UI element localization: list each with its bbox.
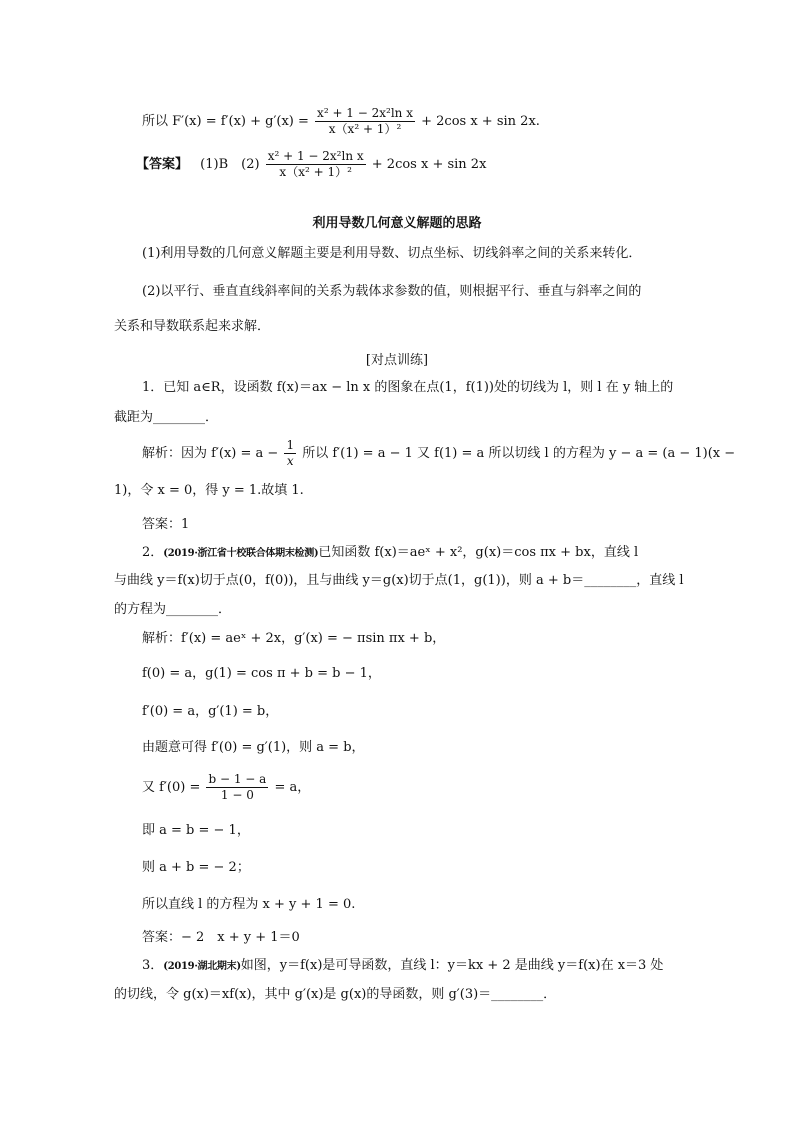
q2-solution-3: f′(0) = a，g′(1) = b， bbox=[142, 704, 279, 719]
q2-solution-4: 由题意可得 f′(0) = g′(1)，则 a = b， bbox=[142, 740, 365, 755]
q1-solution-numerator: 1 bbox=[286, 438, 295, 452]
q3-line-a bbox=[142, 957, 663, 976]
answer-pre: (1)B (2) bbox=[200, 157, 260, 172]
q2-solution-5-fraction bbox=[206, 772, 268, 803]
q2-line-b: 与曲线 y＝f(x)切于点(0，f(0))，且与曲线 y＝g(x)切于点(1，g(1))，则 a + b＝________，直线 l bbox=[114, 573, 684, 588]
q1-solution-fraction bbox=[284, 438, 296, 469]
q1-solution-line bbox=[142, 437, 735, 471]
q1-solution-denominator: x bbox=[286, 454, 294, 468]
answer-numerator: x² + 1 − 2x²ln x bbox=[267, 149, 364, 163]
q2-solution-5-numerator: b − 1 − a bbox=[208, 772, 267, 786]
f-prime-pre: 所以 F′(x) = f′(x) + g′(x) = bbox=[142, 114, 309, 129]
q1-solution-post: 所以 f′(1) = a − 1 又 f(1) = a 所以切线 l 的方程为 y − a = (a − 1)(x − bbox=[302, 446, 736, 461]
q2-solution-8: 所以直线 l 的方程为 x + y + 1 = 0. bbox=[142, 897, 356, 912]
method-point-2a: (2)以平行、垂直直线斜率间的关系为载体求参数的值，则根据平行、垂直与斜率之间的 bbox=[142, 284, 642, 299]
q1-line-a: 1．已知 a∈R，设函数 f(x)＝ax − ln x 的图象在点(1，f(1))处的切线为 l，则 l 在 y 轴上的 bbox=[142, 380, 674, 395]
q2-line-a bbox=[142, 544, 638, 563]
answer-line bbox=[136, 148, 486, 182]
answer-tag: 【答案】 bbox=[136, 157, 189, 172]
q1-line-b: 截距为________． bbox=[114, 410, 219, 425]
answer-fraction bbox=[266, 149, 366, 180]
q2-line-c: 的方程为________． bbox=[114, 602, 232, 617]
q2-solution-1: 解析：f′(x) = aeˣ + 2x，g′(x) = − πsin πx + b， bbox=[142, 631, 446, 646]
q1-answer: 答案：1 bbox=[142, 517, 190, 532]
q3-number: 3． bbox=[142, 958, 164, 973]
q2-solution-5-post: = a， bbox=[274, 780, 311, 795]
q2-answer: 答案：− 2 x + y + 1＝0 bbox=[142, 930, 300, 945]
q2-solution-5 bbox=[142, 771, 310, 805]
training-title: [对点训练] bbox=[365, 353, 429, 368]
q2-solution-2: f(0) = a，g(1) = cos π + b = b − 1， bbox=[142, 666, 381, 681]
answer-denominator: x（x² + 1）² bbox=[279, 165, 352, 179]
q2-solution-5-pre: 又 f′(0) = bbox=[142, 780, 201, 795]
f-prime-denominator: x（x² + 1）² bbox=[328, 122, 402, 136]
q2-line-a-rest: 已知函数 f(x)＝aeˣ + x²，g(x)＝cos πx + bx，直线 l bbox=[318, 545, 639, 560]
method-point-1: (1)利用导数的几何意义解题主要是利用导数、切点坐标、切线斜率之间的关系来转化． bbox=[142, 246, 642, 261]
q2-solution-5-denominator: 1 − 0 bbox=[220, 788, 254, 802]
q2-solution-6: 即 a = b = − 1， bbox=[142, 823, 250, 838]
q1-solution-line-b: 1)，令 x = 0，得 y = 1.故填 1. bbox=[114, 483, 304, 498]
answer-post: + 2cos x + sin 2x bbox=[371, 157, 487, 172]
q2-solution-7: 则 a + b = − 2； bbox=[142, 860, 250, 875]
f-prime-fraction bbox=[315, 106, 415, 137]
f-prime-numerator: x² + 1 − 2x²ln x bbox=[317, 106, 413, 120]
q3-line-b: 的切线，令 g(x)＝xf(x)，其中 g′(x)是 g(x)的导函数，则 g′(3)＝________． bbox=[114, 987, 557, 1002]
method-title: 利用导数几何意义解题的思路 bbox=[312, 216, 482, 231]
q2-number: 2． bbox=[142, 545, 164, 560]
method-point-2b: 关系和导数联系起来求解． bbox=[114, 319, 271, 334]
q2-source: (2019·浙江省十校联合体期末检测) bbox=[163, 548, 319, 559]
q3-source: (2019·湖北期末) bbox=[163, 961, 241, 972]
q1-solution-pre: 解析：因为 f′(x) = a − bbox=[142, 446, 279, 461]
f-prime-line bbox=[142, 105, 540, 139]
q3-line-a-rest: 如图，y＝f(x)是可导函数，直线 l：y＝kx + 2 是曲线 y＝f(x)在 x＝3 处 bbox=[240, 958, 664, 973]
f-prime-post: + 2cos x + sin 2x. bbox=[421, 114, 540, 129]
